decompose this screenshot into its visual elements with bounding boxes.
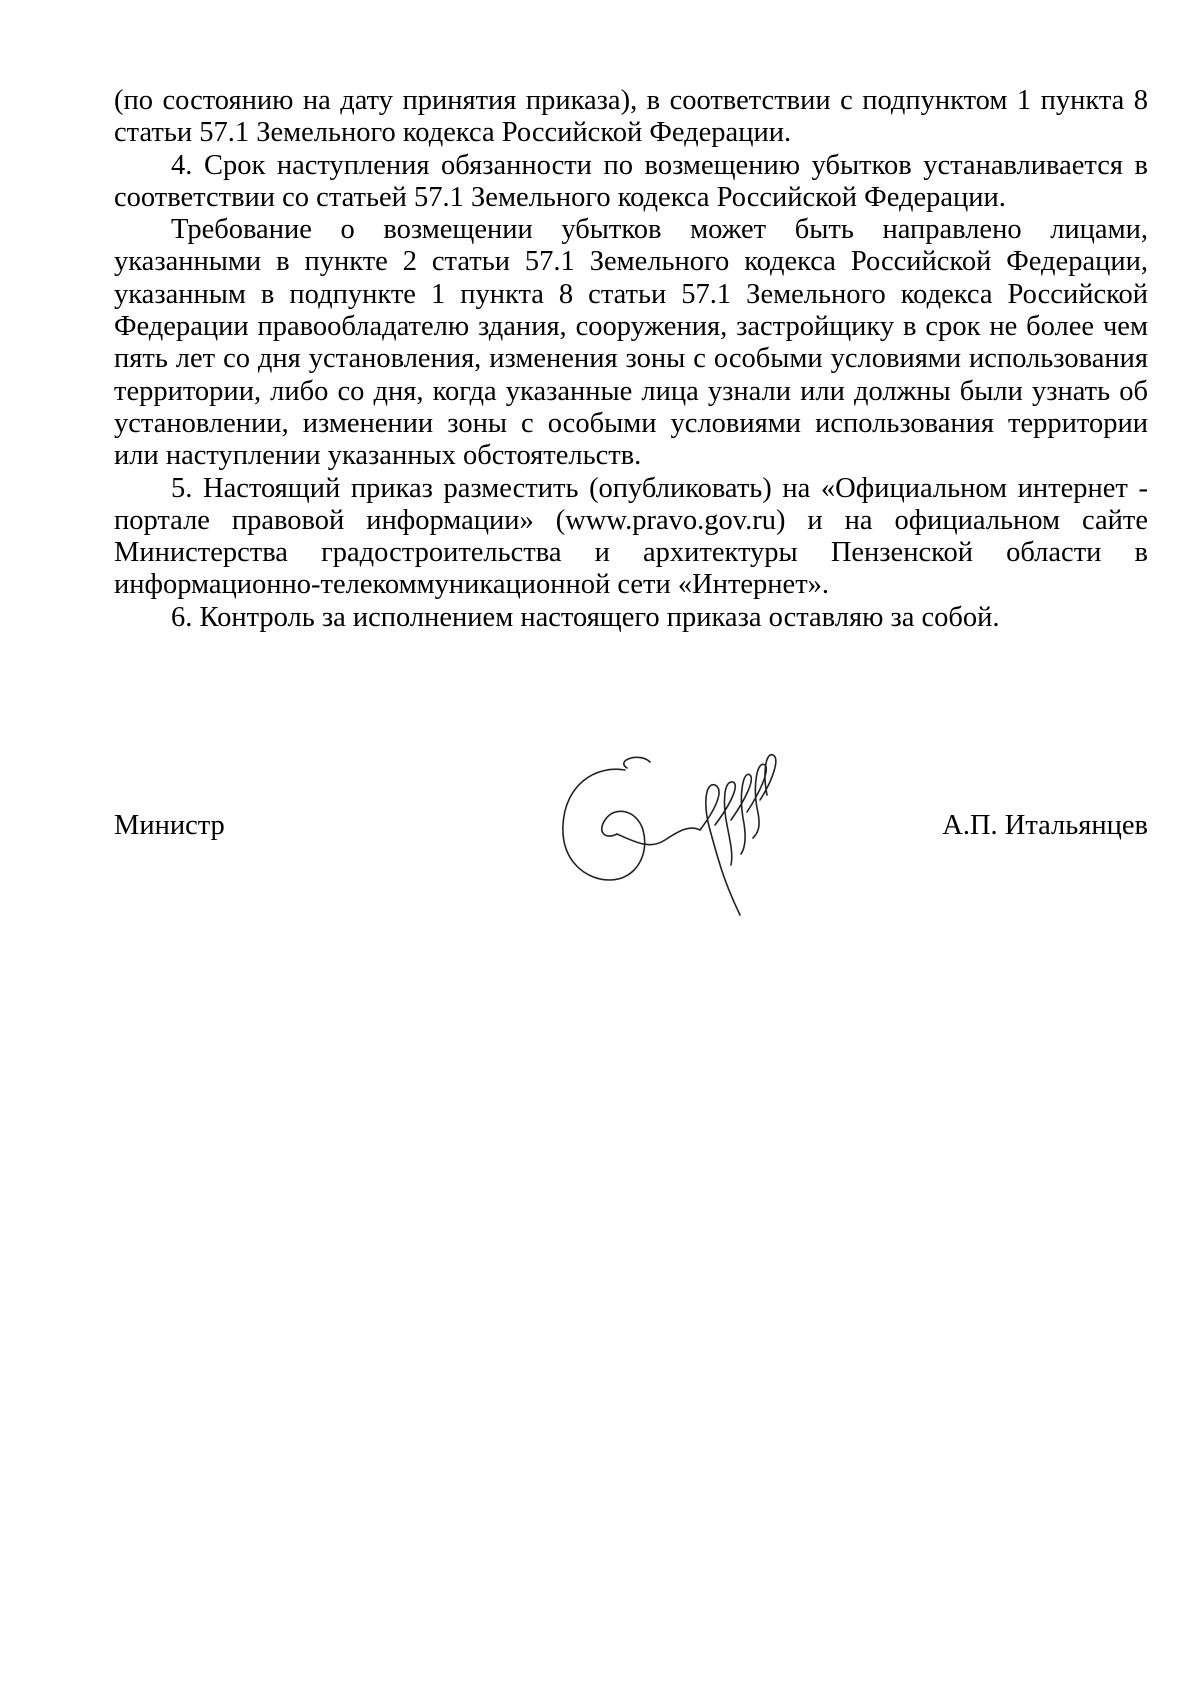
signer-name: А.П. Итальянцев (942, 810, 1148, 841)
document-body (114, 85, 1148, 634)
paragraph-item-5: 5. Настоящий приказ разместить (опубликовать) на «Официальном интернет - портале правовой информации» (www.pravo.gov.ru) и на официальном сайте Министерства градостроительства и архитектуры Пензенской области в информационно-телекоммуникационной сети «Интернет». (114, 472, 1148, 601)
paragraph-item-4: 4. Срок наступления обязанности по возмещению убытков устанавливается в соответствии со статьей 57.1 Земельного кодекса Российской Федерации. (114, 149, 1148, 213)
paragraph-item-6: 6. Контроль за исполнением настоящего приказа оставляю за собой. (171, 601, 1000, 633)
paragraph-continuation: (по состоянию на дату принятия приказа), в соответствии с подпунктом 1 пункта 8 статьи 57.1 Земельного кодекса Российской Федерации. (114, 85, 1148, 149)
signature-row (114, 808, 1148, 844)
signer-position-title: Министр (114, 810, 225, 841)
paragraph-claim-requirement: Требование о возмещении убытков может быть направлено лицами, указанными в пункте 2 статьи 57.1 Земельного кодекса Российской Федерации, указанным в подпункте 1 пункта 8 статьи 57.1 Земельного кодекса Российской Федерации правообладателю здания, сооружения, застройщику в срок не более чем пять лет со дня установления, изменения зоны с особыми условиями использования территории, либо со дня, когда указанные лица узнали или должны были узнать об установлении, изменении зоны с особыми условиями использования территории или наступлении указанных обстоятельств. (114, 214, 1148, 472)
